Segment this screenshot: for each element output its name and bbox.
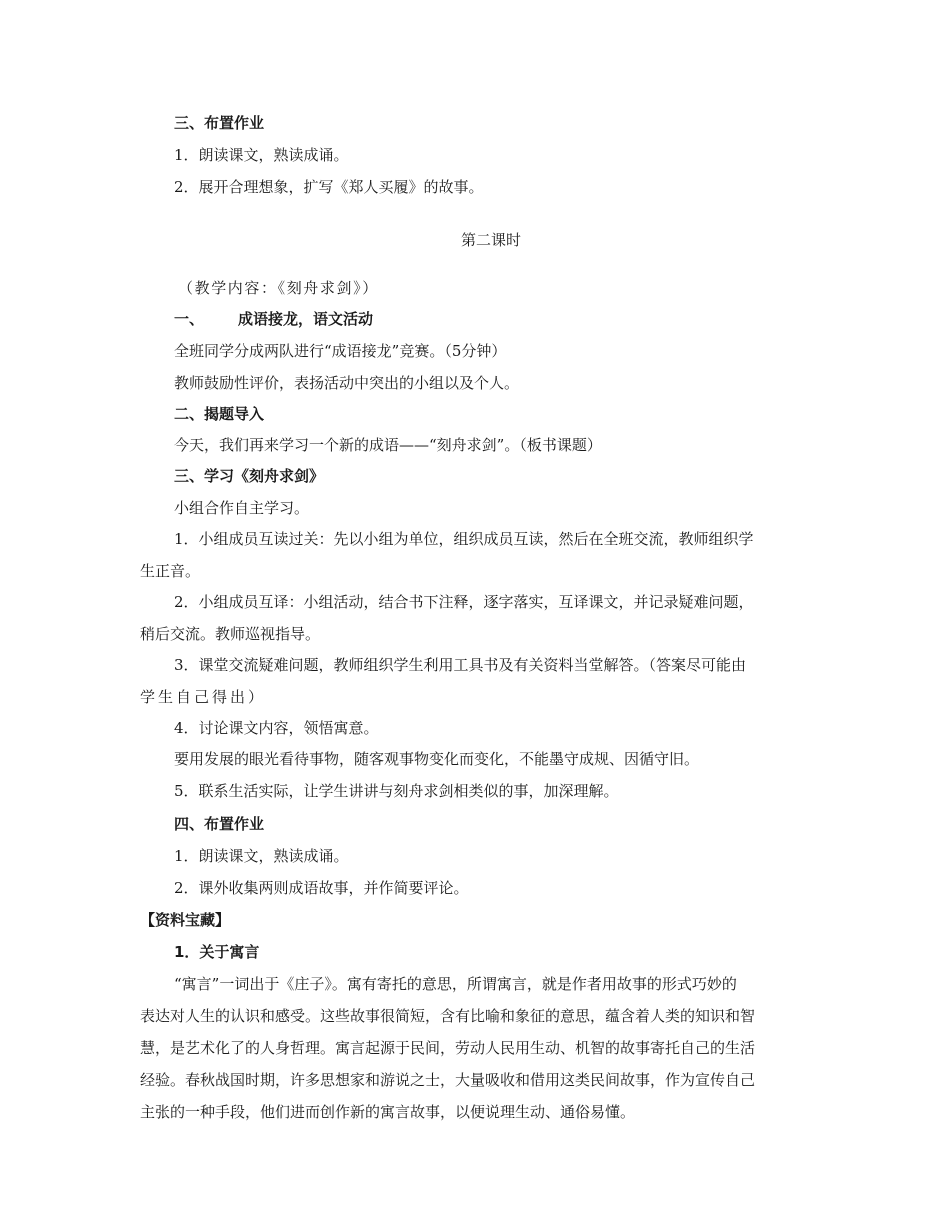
section3-item-3-line-2: 学生自己得出）	[140, 688, 267, 706]
section1-number: 一、	[174, 310, 205, 328]
homework-item-2: 2．展开合理想象，扩写《郑人买履》的故事。	[174, 178, 484, 196]
section1-paragraph-1: 全班同学分成两队进行“成语接龙”竞赛。（5分钟）	[174, 342, 507, 360]
section3-item-5: 5．联系生活实际，让学生讲讲与刻舟求剑相类似的事，加深理解。	[174, 782, 619, 800]
section3-item-4-paragraph: 要用发展的眼光看待事物，随客观事物变化而变化，不能墨守成规、因循守旧。	[174, 750, 700, 768]
homework-heading: 三、布置作业	[174, 114, 265, 132]
section3-item-1-line-2: 生正音。	[140, 562, 201, 580]
section2-paragraph: 今天，我们再来学习一个新的成语——“刻舟求剑”。（板书课题）	[174, 436, 602, 454]
section2-heading: 二、揭题导入	[174, 405, 265, 423]
resources-paragraph-line-1: “寓言”一词出于《庄子》。寓有寄托的意思，所谓寓言，就是作者用故事的形式巧妙的	[174, 975, 737, 993]
section4-item-2: 2．课外收集两则成语故事，并作简要评论。	[174, 879, 469, 897]
section4-heading: 四、布置作业	[174, 815, 265, 833]
section3-item-3-line-1: 3．课堂交流疑难问题，教师组织学生利用工具书及有关资料当堂解答。（答案尽可能由	[174, 656, 747, 674]
section3-intro: 小组合作自主学习。	[174, 499, 310, 517]
resources-paragraph-line-3: 慧，是艺术化了的人身哲理。寓言起源于民间，劳动人民用生动、机智的故事寄托自己的生活	[140, 1039, 756, 1057]
homework-item-1: 1．朗读课文，熟读成诵。	[174, 146, 349, 164]
section1-title: 成语接龙，语文活动	[238, 310, 374, 328]
resources-paragraph-line-5: 主张的一种手段，他们进而创作新的寓言故事，以便说理生动、通俗易懂。	[140, 1103, 636, 1121]
section3-item-2-line-2: 稍后交流。教师巡视指导。	[140, 625, 321, 643]
section4-item-1: 1．朗读课文，熟读成诵。	[174, 847, 349, 865]
section3-item-2-line-1: 2．小组成员互译：小组活动，结合书下注释，逐字落实，互译课文，并记录疑难问题，	[174, 593, 754, 611]
lesson-title: 第二课时	[460, 231, 521, 249]
section3-item-1-line-1: 1．小组成员互读过关：先以小组为单位，组织成员互读，然后在全班交流，教师组织学	[174, 530, 754, 548]
resources-paragraph-line-2: 表达对人生的认识和感受。这些故事很简短，含有比喻和象征的意思，蕴含着人类的知识和智	[140, 1007, 756, 1025]
content-note: （教学内容：《刻舟求剑》）	[178, 279, 379, 297]
resources-paragraph-line-4: 经验。春秋战国时期，许多思想家和游说之士，大量吸收和借用这类民间故事，作为宣传自己	[140, 1071, 756, 1089]
resources-subheading: 1．关于寓言	[174, 943, 260, 961]
section3-heading: 三、学习《刻舟求剑》	[174, 467, 325, 485]
section3-item-4: 4．讨论课文内容，领悟寓意。	[174, 719, 379, 737]
section1-paragraph-2: 教师鼓励性评价，表扬活动中突出的小组以及个人。	[174, 374, 520, 392]
resources-heading: 【资料宝藏】	[140, 911, 231, 929]
